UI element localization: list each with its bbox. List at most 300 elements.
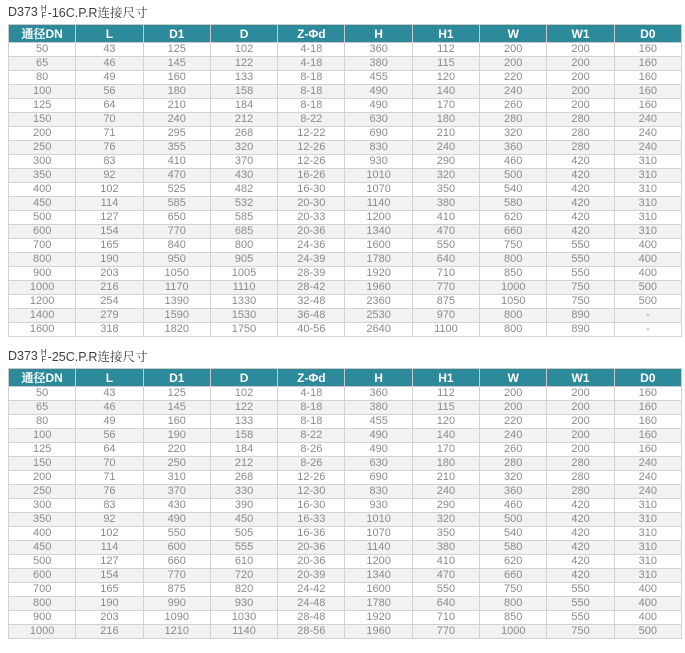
table-cell: 1390 [143, 295, 210, 309]
table-cell: 102 [76, 183, 143, 197]
table-cell: 165 [76, 583, 143, 597]
table-row [9, 225, 682, 239]
table-cell: 360 [480, 141, 547, 155]
table-cell: 260 [480, 99, 547, 113]
table-cell: 184 [210, 99, 277, 113]
table-cell: 154 [76, 569, 143, 583]
table-cell: 1340 [345, 225, 412, 239]
table-row [9, 99, 682, 113]
table-cell: 420 [547, 169, 614, 183]
table-row [9, 127, 682, 141]
table-cell: 350 [9, 169, 76, 183]
table-cell: 1140 [345, 541, 412, 555]
table-cell: 580 [480, 197, 547, 211]
table-cell: 600 [9, 225, 76, 239]
table-cell: 180 [412, 113, 479, 127]
table-cell: 28-48 [278, 611, 345, 625]
table-cell: 16-30 [278, 499, 345, 513]
table-cell: 890 [547, 309, 614, 323]
table-cell: 160 [614, 415, 681, 429]
table-cell: 1210 [143, 625, 210, 639]
table-cell: 240 [614, 485, 681, 499]
column-header: W [480, 369, 547, 387]
column-header: H [345, 369, 412, 387]
table-cell: 550 [412, 583, 479, 597]
table-cell: 200 [480, 387, 547, 401]
table-row [9, 513, 682, 527]
table-cell: 240 [480, 85, 547, 99]
table-cell: 800 [480, 309, 547, 323]
table-cell: 750 [547, 281, 614, 295]
table-cell: 260 [480, 443, 547, 457]
table-cell: 4-18 [278, 43, 345, 57]
table-cell: 43 [76, 387, 143, 401]
table-cell: 212 [210, 457, 277, 471]
table-row [9, 197, 682, 211]
title-suffix: -16C.P.R连接尺寸 [47, 6, 148, 20]
table-row [9, 309, 682, 323]
table-cell: 710 [412, 267, 479, 281]
table-cell: 585 [210, 211, 277, 225]
table-cell: 310 [614, 541, 681, 555]
table-cell: 254 [76, 295, 143, 309]
table-cell: 550 [547, 267, 614, 281]
table-cell: 1600 [345, 239, 412, 253]
table-cell: 600 [143, 541, 210, 555]
table-cell: 160 [143, 415, 210, 429]
table-cell: 160 [614, 43, 681, 57]
table-cell: 56 [76, 429, 143, 443]
title-stack-top: H [40, 3, 47, 13]
table-cell: 400 [9, 183, 76, 197]
table-cell: 1000 [480, 281, 547, 295]
table-cell: 820 [210, 583, 277, 597]
table-cell: 184 [210, 443, 277, 457]
table-row [9, 401, 682, 415]
table-cell: 930 [345, 499, 412, 513]
table-cell: 65 [9, 401, 76, 415]
table-cell: 210 [412, 471, 479, 485]
table-cell: 450 [9, 541, 76, 555]
header-row [9, 369, 682, 387]
table-cell: 16-36 [278, 527, 345, 541]
table-row [9, 583, 682, 597]
table-cell: 950 [143, 253, 210, 267]
table-cell: 1960 [345, 625, 412, 639]
table-cell: 16-26 [278, 169, 345, 183]
table-row [9, 253, 682, 267]
table-cell: 200 [547, 415, 614, 429]
column-header: W1 [547, 369, 614, 387]
table-cell: 28-39 [278, 267, 345, 281]
table-cell: 600 [9, 569, 76, 583]
table-cell: 450 [9, 197, 76, 211]
table-row [9, 141, 682, 155]
table-cell: 1200 [345, 211, 412, 225]
table-cell: 905 [210, 253, 277, 267]
table-cell: 310 [614, 183, 681, 197]
table-cell: 190 [76, 597, 143, 611]
table-cell: 310 [143, 471, 210, 485]
table-cell: 318 [76, 323, 143, 337]
table-cell: 320 [412, 513, 479, 527]
table-cell: 500 [614, 281, 681, 295]
table-cell: 240 [614, 113, 681, 127]
table-cell: 120 [412, 71, 479, 85]
table-cell: 400 [614, 611, 681, 625]
table-cell: 420 [547, 569, 614, 583]
table-row [9, 527, 682, 541]
table-cell: 160 [614, 401, 681, 415]
table-cell: 585 [143, 197, 210, 211]
table-cell: 620 [480, 211, 547, 225]
table-cell: 490 [345, 429, 412, 443]
table-cell: 200 [480, 401, 547, 415]
table-section-pn16 [8, 3, 682, 337]
table-cell: 280 [547, 127, 614, 141]
table-cell: 930 [345, 155, 412, 169]
table-cell: 120 [412, 415, 479, 429]
table-cell: 200 [547, 99, 614, 113]
table-cell: 360 [345, 43, 412, 57]
table-cell: 170 [412, 443, 479, 457]
table-cell: 150 [9, 457, 76, 471]
table-cell: 4-18 [278, 387, 345, 401]
table-cell: 610 [210, 555, 277, 569]
table-cell: 1010 [345, 513, 412, 527]
table-cell: 500 [9, 211, 76, 225]
table-cell: 102 [210, 387, 277, 401]
table-cell: 370 [143, 485, 210, 499]
table-cell: 1170 [143, 281, 210, 295]
table-cell: 770 [412, 625, 479, 639]
table-cell: 200 [480, 57, 547, 71]
table-cell: 80 [9, 71, 76, 85]
table-cell: 800 [9, 253, 76, 267]
title-model-prefix: D373 [8, 5, 38, 19]
table-cell: 145 [143, 57, 210, 71]
table-cell: 900 [9, 267, 76, 281]
table-cell: 76 [76, 485, 143, 499]
table-cell: 455 [345, 415, 412, 429]
table-row [9, 611, 682, 625]
table-cell: 420 [547, 527, 614, 541]
table-cell: 800 [480, 597, 547, 611]
table-cell: 102 [210, 43, 277, 57]
table-cell: 420 [547, 155, 614, 169]
table-cell: 8-18 [278, 85, 345, 99]
table-cell: 160 [614, 387, 681, 401]
table-cell: 900 [9, 611, 76, 625]
table-cell: 420 [547, 211, 614, 225]
table-cell: 330 [210, 485, 277, 499]
table-cell: 70 [76, 457, 143, 471]
table-row [9, 429, 682, 443]
table-cell: 750 [547, 295, 614, 309]
table-cell: 70 [76, 113, 143, 127]
table-cell: 50 [9, 43, 76, 57]
title-suffix: -25C.P.R连接尺寸 [47, 350, 148, 364]
table-row [9, 323, 682, 337]
table-cell: 830 [345, 485, 412, 499]
table-cell: 310 [614, 225, 681, 239]
table-cell: 550 [143, 527, 210, 541]
table-cell: 160 [614, 99, 681, 113]
table-cell: 20-33 [278, 211, 345, 225]
table-cell: 8-18 [278, 71, 345, 85]
table-cell: 550 [547, 611, 614, 625]
table-cell: 46 [76, 401, 143, 415]
dimensions-table-pn25 [8, 368, 682, 639]
table-cell: 420 [547, 197, 614, 211]
table-cell: 380 [345, 401, 412, 415]
table-cell: 114 [76, 197, 143, 211]
table-cell: 400 [614, 597, 681, 611]
title-stack-top: H [40, 347, 47, 357]
table-cell: 320 [412, 169, 479, 183]
table-cell: 160 [614, 71, 681, 85]
table-cell: 280 [547, 141, 614, 155]
table-cell: 24-48 [278, 597, 345, 611]
table-cell: 16-33 [278, 513, 345, 527]
table-cell: 1010 [345, 169, 412, 183]
table-cell: 1000 [9, 625, 76, 639]
table-cell: 50 [9, 387, 76, 401]
table-row [9, 555, 682, 569]
column-header: 通径DN [9, 369, 76, 387]
table-row [9, 597, 682, 611]
table-cell: 1140 [345, 197, 412, 211]
table-cell: 49 [76, 415, 143, 429]
column-header: W1 [547, 25, 614, 43]
table-row [9, 211, 682, 225]
table-cell: 310 [614, 499, 681, 513]
table-cell: 115 [412, 57, 479, 71]
table-cell: 1600 [9, 323, 76, 337]
table-cell: 400 [9, 527, 76, 541]
table-row [9, 85, 682, 99]
table-cell: 280 [547, 485, 614, 499]
table-cell: 20-30 [278, 197, 345, 211]
table-cell: 460 [480, 155, 547, 169]
table-cell: 1090 [143, 611, 210, 625]
table-cell: 660 [143, 555, 210, 569]
table-cell: 115 [412, 401, 479, 415]
title-stack-bottom: F [41, 11, 47, 20]
table-cell: 550 [412, 239, 479, 253]
column-header: H [345, 25, 412, 43]
table-cell: 100 [9, 85, 76, 99]
column-header: D0 [614, 25, 681, 43]
table-cell: 750 [480, 583, 547, 597]
table-cell: 685 [210, 225, 277, 239]
table-cell: 400 [614, 267, 681, 281]
table-cell: 71 [76, 127, 143, 141]
table-cell: 890 [547, 323, 614, 337]
table-cell: 800 [480, 253, 547, 267]
table-cell: 360 [345, 387, 412, 401]
table-cell: 76 [76, 141, 143, 155]
table-cell: 268 [210, 471, 277, 485]
table-cell: 850 [480, 611, 547, 625]
table-cell: 190 [143, 429, 210, 443]
table-cell: 930 [210, 597, 277, 611]
table-cell: 12-22 [278, 127, 345, 141]
table-cell: 180 [412, 457, 479, 471]
table-cell: 300 [9, 499, 76, 513]
table-cell: 310 [614, 527, 681, 541]
table-row [9, 569, 682, 583]
table-cell: 550 [547, 597, 614, 611]
table-cell: 700 [9, 239, 76, 253]
table-cell: 125 [9, 99, 76, 113]
column-header: H1 [412, 369, 479, 387]
table-cell: 268 [210, 127, 277, 141]
table-cell: 490 [345, 99, 412, 113]
table-cell: 12-26 [278, 471, 345, 485]
table-cell: 490 [345, 85, 412, 99]
table-cell: 1070 [345, 527, 412, 541]
table-cell: 220 [480, 71, 547, 85]
dimensions-table-pn16 [8, 24, 682, 337]
table-cell: 20-36 [278, 541, 345, 555]
table-cell: 750 [547, 625, 614, 639]
table-cell: 320 [480, 127, 547, 141]
title-stack-bottom: F [41, 355, 47, 364]
table-cell: 200 [9, 127, 76, 141]
table-cell: 71 [76, 471, 143, 485]
table-cell: 102 [76, 527, 143, 541]
table-cell: 1005 [210, 267, 277, 281]
column-header: D1 [143, 25, 210, 43]
table-cell: 280 [547, 457, 614, 471]
table-cell: 640 [412, 597, 479, 611]
table-cell: 420 [547, 555, 614, 569]
table-row [9, 457, 682, 471]
table-cell: 295 [143, 127, 210, 141]
table-cell: 850 [480, 267, 547, 281]
table-cell: 660 [480, 225, 547, 239]
table-cell: 410 [412, 555, 479, 569]
column-header: L [76, 25, 143, 43]
table-cell: 64 [76, 99, 143, 113]
table-cell: 56 [76, 85, 143, 99]
table-cell: 720 [210, 569, 277, 583]
table-cell: 200 [480, 43, 547, 57]
table-cell: 24-39 [278, 253, 345, 267]
table-cell: 420 [547, 499, 614, 513]
column-header: W [480, 25, 547, 43]
table-cell: 500 [614, 625, 681, 639]
table-cell: 840 [143, 239, 210, 253]
table-cell: 455 [345, 71, 412, 85]
table-cell: 203 [76, 611, 143, 625]
table-cell: 420 [547, 513, 614, 527]
table-cell: 125 [143, 43, 210, 57]
table-cell: 154 [76, 225, 143, 239]
table-cell: 240 [143, 113, 210, 127]
table-cell: 65 [9, 57, 76, 71]
table-cell: 127 [76, 555, 143, 569]
table-cell: 46 [76, 57, 143, 71]
table-cell: 400 [614, 583, 681, 597]
table-cell: 220 [480, 415, 547, 429]
table-cell: 555 [210, 541, 277, 555]
table-cell: 660 [480, 569, 547, 583]
table-cell: 140 [412, 85, 479, 99]
table-cell: 370 [210, 155, 277, 169]
column-header: H1 [412, 25, 479, 43]
table-cell: 750 [480, 239, 547, 253]
table-cell: 400 [614, 253, 681, 267]
table-cell: 430 [210, 169, 277, 183]
table-cell: 92 [76, 169, 143, 183]
table-cell: 64 [76, 443, 143, 457]
table-row [9, 183, 682, 197]
table-cell: 200 [547, 43, 614, 57]
table-cell: 100 [9, 429, 76, 443]
table-cell: 470 [143, 169, 210, 183]
table-cell: 190 [76, 253, 143, 267]
table-cell: 200 [9, 471, 76, 485]
table-cell: 310 [614, 555, 681, 569]
column-header: D [210, 369, 277, 387]
column-header: D [210, 25, 277, 43]
table-cell: 145 [143, 401, 210, 415]
table-cell: 200 [547, 443, 614, 457]
table-cell: 20-39 [278, 569, 345, 583]
table-row [9, 541, 682, 555]
table-cell: 470 [412, 569, 479, 583]
table-cell: 1340 [345, 569, 412, 583]
table-cell: 122 [210, 401, 277, 415]
table-cell: 2360 [345, 295, 412, 309]
table-cell: 320 [480, 471, 547, 485]
table-cell: 550 [547, 583, 614, 597]
table-row [9, 43, 682, 57]
table-cell: 180 [143, 85, 210, 99]
table-cell: 112 [412, 387, 479, 401]
table-cell: 216 [76, 625, 143, 639]
table-cell: 114 [76, 541, 143, 555]
table-cell: 390 [210, 499, 277, 513]
column-header: Z-Φd [278, 369, 345, 387]
table-cell: 630 [345, 457, 412, 471]
table-cell: 875 [143, 583, 210, 597]
table-cell: 700 [9, 583, 76, 597]
table-row [9, 155, 682, 169]
table-cell: 158 [210, 429, 277, 443]
table-row [9, 267, 682, 281]
table-cell: 210 [143, 99, 210, 113]
table-cell: 92 [76, 513, 143, 527]
table-cell: 770 [412, 281, 479, 295]
table-cell: 770 [143, 569, 210, 583]
table-cell: 250 [9, 485, 76, 499]
table-cell: 1780 [345, 597, 412, 611]
table-cell: 310 [614, 155, 681, 169]
table-cell: 160 [614, 443, 681, 457]
column-header: D1 [143, 369, 210, 387]
table-cell: 690 [345, 471, 412, 485]
table-cell: 122 [210, 57, 277, 71]
table-cell: 12-26 [278, 141, 345, 155]
table-cell: 200 [547, 71, 614, 85]
table-cell: 1920 [345, 267, 412, 281]
table-cell: 127 [76, 211, 143, 225]
table-cell: 640 [412, 253, 479, 267]
table-cell: 1140 [210, 625, 277, 639]
